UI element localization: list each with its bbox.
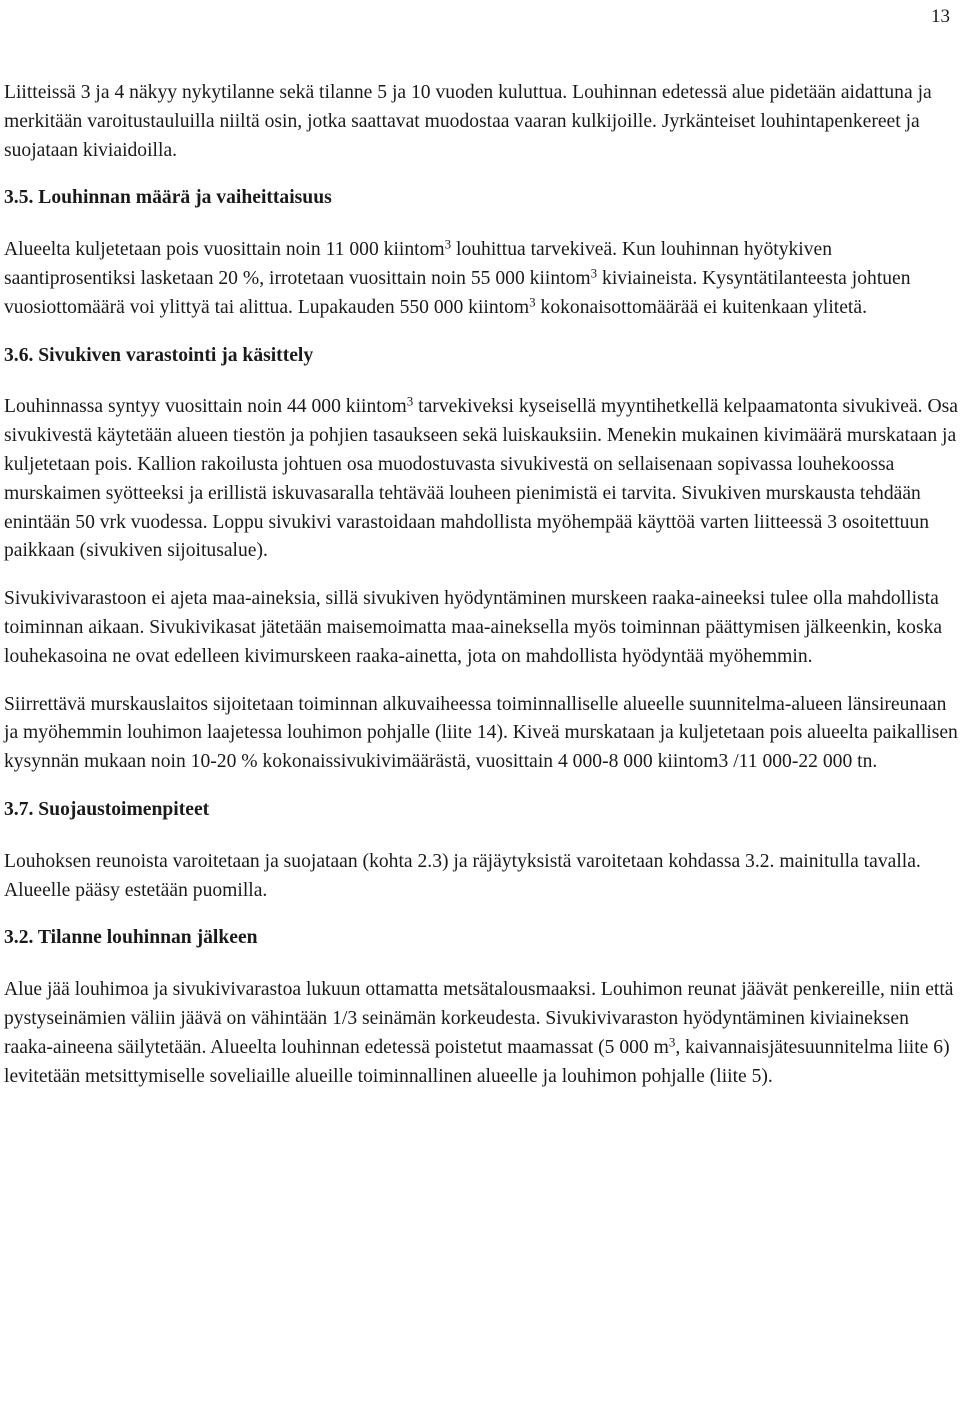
text-segment: Liitteissä 3 ja 4 näkyy nykytilanne sekä tilanne 5 ja 10 vuoden kuluttua. Louhinnan edetessä alue pidetään aidattuna ja merkitään varoitustauluilla niiltä osin, jotka saattavat muodostaa vaaran kulkijoille. Jyrkänteiset louhintapenkereet ja suojataan kiviaidoilla. — [4, 82, 932, 161]
text-segment: Siirrettävä murskauslaitos sijoitetaan toiminnan alkuvaiheessa toiminnalliselle alueelle suunnitelma-alueen länsireunaan ja myöhemmin louhimon laajetessa louhimon pohjalle (liite 14). Kiveä murskataan ja kuljetetaan pois alueelta paikallisen kysynnän mukaan noin 10-20 % kokonaissivukivimäärästä, vuosittain 4 000-8 000 kiintom3 /11 000-22 000 tn. — [4, 693, 958, 773]
paragraph-protection — [4, 848, 960, 906]
paragraph-volume — [4, 236, 960, 322]
page-content — [4, 79, 960, 1091]
text-segment: kokonaisottomäärää ei kuitenkaan ylitetä. — [535, 296, 867, 318]
superscript: 3 — [590, 265, 598, 281]
page-number: 13 — [931, 6, 950, 27]
superscript: 3 — [444, 236, 452, 252]
heading-3-6: 3.6. Sivukiven varastointi ja käsittely — [4, 344, 314, 366]
text-segment: tarvekiveksi kyseisellä myyntihetkellä kelpaamatonta sivukiveä. Osa sivukivestä käytetään alueen tiestön ja pohjien tasaukseen sekä luiskauksiin. Menekin mukainen kivimäärä murskataan ja kuljetetaan pois. Kallion rakoilusta johtuen osa muodostuvasta sivukivestä on sellaisenaan sopivassa louhekoossa murskaimen syötteeksi ja erillistä iskuvasaralla tehtävää louheen pienimistä ei tarvita. Sivukiven murskausta tehdään enintään 50 vrk vuodessa. Loppu sivukivi varastoidaan mahdollista myöhempää käyttöä varten liitteessä 3 osoitettuun paikkaan (sivukiven sijoitusalue). — [4, 396, 958, 562]
superscript: 3 — [668, 1034, 676, 1050]
superscript: 3 — [529, 294, 536, 310]
paragraph-storage — [4, 585, 960, 671]
paragraph-crushing-plant — [4, 691, 960, 777]
superscript: 3 — [406, 393, 414, 409]
paragraph-after-quarrying — [4, 976, 960, 1091]
text-segment: Louhinnassa syntyy vuosittain noin 44 000 kiintom — [4, 396, 407, 418]
text-segment: , kaivannaisjätesuunnitelma liite 6) levitetään metsittymiselle soveliaille alueille toiminnallinen alueelle ja louhimon pohjalle (liite 5). — [4, 1036, 950, 1087]
heading-3-7: 3.7. Suojaustoimenpiteet — [4, 798, 210, 820]
text-segment: Alue jää louhimoa ja sivukivivarastoa lukuun ottamatta metsätalousmaaksi. Louhimon reunat jäävät penkereille, niin että pystyseinämien väliin jäävä on vähintään 1/3 seinämän korkeudesta. Sivukivivaraston hyödyntäminen kiviaineksen raaka-aineena säilytetään. Alueelta louhinnan edetessä poistetut maamassat (5 000 m — [4, 979, 954, 1058]
text-segment: louhittua tarvekiveä. Kun louhinnan hyötykiven saantiprosentiksi lasketaan 20 %, irrotetaan vuosittain noin 55 000 kiintom — [4, 239, 833, 289]
text-segment: Sivukivivarastoon ei ajeta maa-aineksia, sillä sivukiven hyödyntäminen murskeen raaka-aineeksi tulee olla mahdollista toiminnan aikaan. Sivukivikasat jätetään maisemoimatta maa-aineksella myös toiminnan päättymisen jälkeenkin, koska louhekasoina ne ovat edelleen kivimurskeen raaka-ainetta, jota on mahdollista hyödyntää myöhemmin. — [4, 588, 943, 667]
text-segment: kiviaineista. Kysyntätilanteesta johtuen vuosiottomäärä voi ylittyä tai alittua. Lupakauden 550 000 kiintom — [4, 267, 911, 318]
paragraph-intro — [4, 79, 960, 165]
text-segment: Alueelta kuljetetaan pois vuosittain noin 11 000 kiintom — [4, 239, 445, 261]
heading-3-2: 3.2. Tilanne louhinnan jälkeen — [4, 927, 258, 949]
text-segment: Louhoksen reunoista varoitetaan ja suojataan (kohta 2.3) ja räjäytyksistä varoitetaan kohdassa 3.2. mainitulla tavalla. Alueelle pääsy estetään puomilla. — [4, 850, 921, 901]
heading-3-5: 3.5. Louhinnan määrä ja vaiheittaisuus — [4, 187, 332, 209]
paragraph-side-stone — [4, 393, 960, 566]
